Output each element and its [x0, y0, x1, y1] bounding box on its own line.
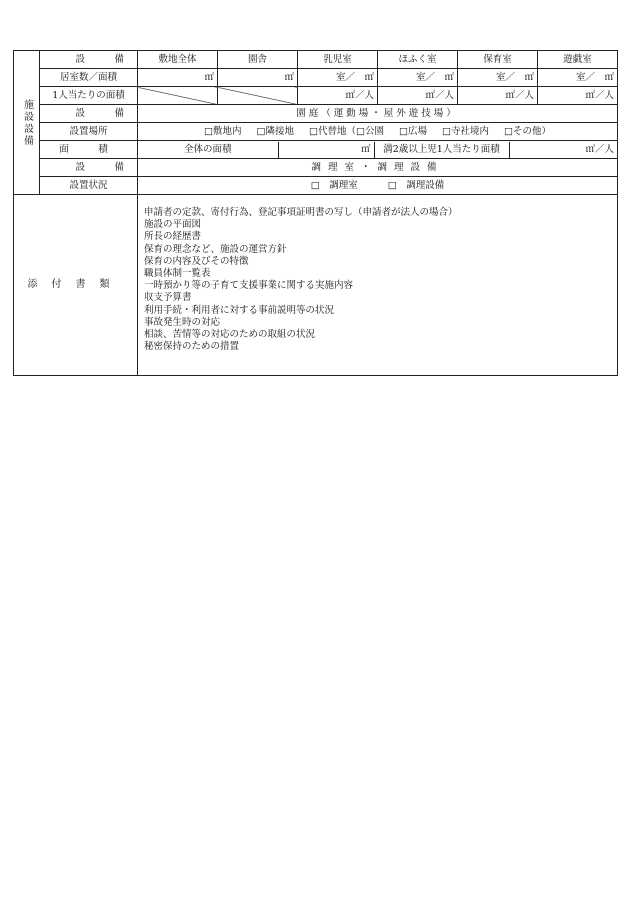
row-label-installation: 設置状況: [40, 177, 138, 195]
attachment-item: 一時預かり等の子育て支援事業に関する実施内容: [144, 280, 354, 292]
total-area-label: 全体の面積: [138, 142, 278, 158]
garden-heading: 園庭（運動場・屋外遊技場）: [138, 105, 618, 123]
location-option-square[interactable]: □広場: [399, 125, 427, 137]
infant-room-field[interactable]: 室／ ㎡: [298, 69, 378, 87]
location-option-on-site[interactable]: □敷地内: [203, 125, 242, 137]
attachment-item: 所長の経歴書: [144, 231, 202, 243]
col-play-room: 遊戯室: [538, 51, 618, 69]
col-infant-room: 乳児室: [298, 51, 378, 69]
row-label-equipment: 設 備: [40, 51, 138, 69]
kitchen-options: [138, 177, 618, 195]
attachment-item: 保育の内容及びその特徴: [144, 255, 249, 267]
attachments-label: 添付書類: [14, 195, 138, 376]
row-label-equipment: 設 備: [40, 105, 138, 123]
attachment-item: 利用手続・利用者に対する事前説明等の状況: [144, 304, 335, 316]
row-label-area: 面 積: [40, 141, 138, 159]
attachment-item: 保育の理念など、施設の運営方針: [144, 243, 287, 255]
nursery-room-field[interactable]: 室／ ㎡: [458, 69, 538, 87]
col-nursery-room: 保育室: [458, 51, 538, 69]
attachment-item: 施設の平面図: [144, 219, 202, 231]
diagonal-slash-cell: [218, 87, 298, 105]
attachment-item: 相談、苦情等の対応のための取組の状況: [144, 329, 316, 341]
col-crawling-room: ほふく室: [378, 51, 458, 69]
row-label-location: 設置場所: [40, 123, 138, 141]
per-child-area-label: 満2歳以上児1人当たり面積: [374, 142, 509, 158]
kitchen-option-room[interactable]: □ 調理室: [310, 179, 358, 191]
col-site: 敷地全体: [138, 51, 218, 69]
location-option-temple[interactable]: □寺社境内: [442, 125, 489, 137]
location-option-adjacent[interactable]: □隣接地: [256, 125, 294, 137]
facility-side-label: 施設設備: [14, 51, 40, 195]
facility-form: [13, 50, 617, 376]
location-option-alternative-park[interactable]: □代替地（□公園: [309, 125, 384, 137]
infant-per-person-field[interactable]: ㎡／人: [298, 87, 378, 105]
attachment-item: 収支予算書: [144, 292, 192, 304]
nursery-per-person-field[interactable]: ㎡／人: [458, 87, 538, 105]
per-child-area-field[interactable]: ㎡／人: [585, 143, 614, 155]
attachments-list: [138, 195, 618, 376]
kitchen-heading: 調理室・調理設備: [138, 159, 618, 177]
row-label-area-per-person: 1人当たりの面積: [40, 87, 138, 105]
facility-table: [13, 50, 618, 376]
location-option-other[interactable]: □その他）: [504, 125, 552, 137]
crawling-room-field[interactable]: 室／ ㎡: [378, 69, 458, 87]
play-room-field[interactable]: 室／ ㎡: [538, 69, 618, 87]
crawling-per-person-field[interactable]: ㎡／人: [378, 87, 458, 105]
kitchen-option-equipment[interactable]: □ 調理設備: [387, 179, 445, 191]
attachment-item: 申請者の定款、寄付行為、登記事項証明書の写し（申請者が法人の場合）: [144, 207, 458, 218]
diagonal-slash-cell: [138, 87, 218, 105]
building-area-field[interactable]: ㎡: [218, 69, 298, 87]
location-options: [138, 123, 618, 141]
row-label-rooms-area: 居室数／面積: [40, 69, 138, 87]
attachment-item: 秘密保持のための措置: [144, 341, 240, 353]
attachment-item: 事故発生時の対応: [144, 316, 221, 328]
play-per-person-field[interactable]: ㎡／人: [538, 87, 618, 105]
area-row: [138, 141, 618, 159]
site-area-field[interactable]: ㎡: [138, 69, 218, 87]
attachment-item: 職員体制一覧表: [144, 268, 211, 280]
total-area-field[interactable]: ㎡: [278, 142, 374, 158]
row-label-equipment: 設 備: [40, 159, 138, 177]
col-building: 園舎: [218, 51, 298, 69]
